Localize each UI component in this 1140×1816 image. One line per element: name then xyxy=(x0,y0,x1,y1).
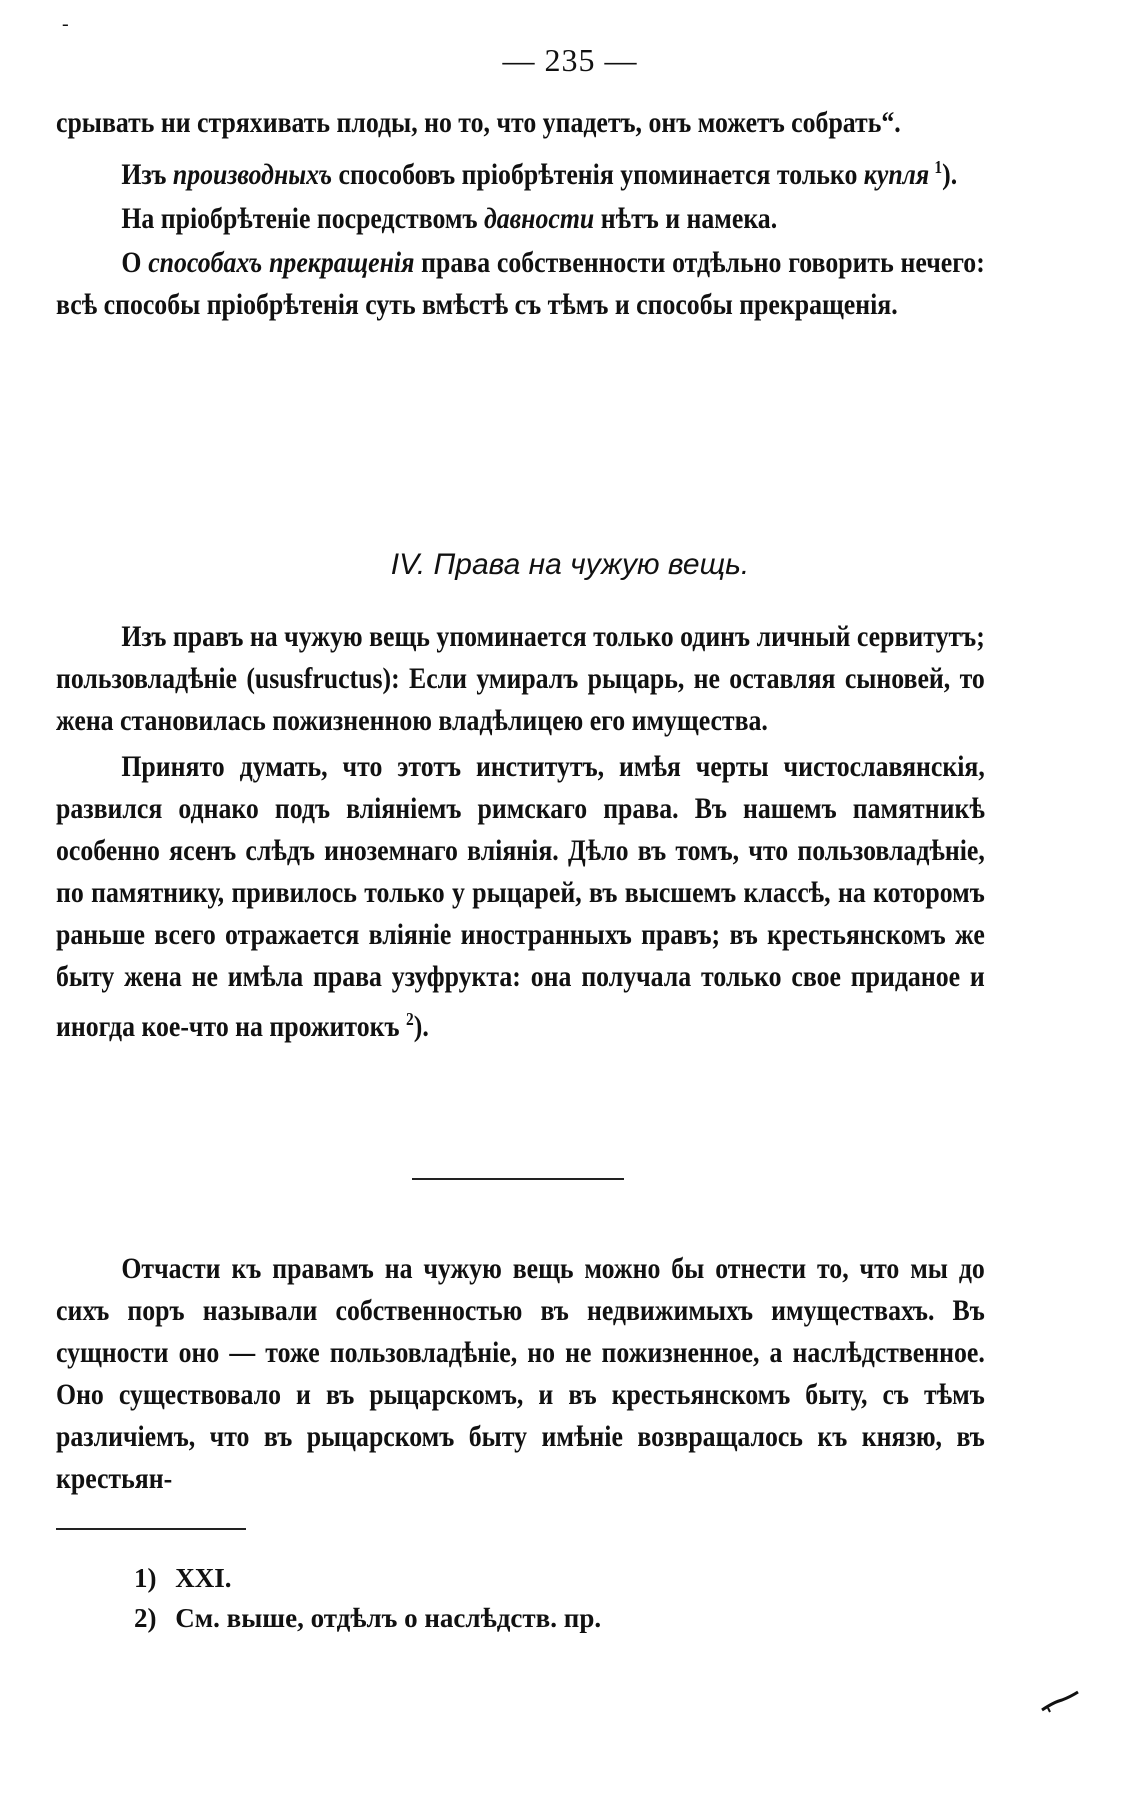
paragraph-6-text: Принято думать, что этотъ институтъ, имѣя черты чистославянскія, развился однако подъ вліяніемъ римскаго права. Въ нашемъ памятникѣ особенно ясенъ слѣдъ иноземнаго вліянія. Дѣло въ томъ, что пользовладѣніе, по памятнику, привилось только у рыцарей, въ высшемъ классѣ, на которомъ раньше всего отражается вліяніе иностранныхъ правъ; въ крестьянскомъ же быту жена не имѣла права узуфрукта: она получала только свое приданое и иногда кое-что на прожитокъ xyxy=(56,750,985,1043)
footnote-1-marker: 1) xyxy=(134,1563,157,1593)
paragraph-7: Отчасти къ правамъ на чужую вещь можно бы отнести то, что мы до сихъ поръ называли собственностью въ недвижимыхъ имуществахъ. Въ сущности оно — тоже пользовладѣніе, но не пожизненное, а наслѣдственное. Оно существовало и въ рыцарскомъ, и въ крестьянскомъ быту, съ тѣмъ различіемъ, что въ рыцарскомъ быту имѣніе возвращалось къ князю, въ крестьян- xyxy=(56,1252,985,1495)
ink-mark xyxy=(1040,1690,1080,1714)
paragraph-6-post: ). xyxy=(413,1010,429,1043)
footnote-1-text: XXI. xyxy=(175,1563,232,1593)
text-block-2 xyxy=(56,616,985,1048)
paragraph-4 xyxy=(56,242,985,326)
paragraph-1: срывать ни стряхивать плоды, но то, что упадетъ, онъ можетъ собрать“. xyxy=(56,106,901,139)
text-block-1 xyxy=(56,102,985,326)
footnote-2 xyxy=(134,1598,601,1638)
paragraph-2 xyxy=(56,146,985,196)
top-margin-mark: - xyxy=(62,13,69,35)
paragraph-2-mid: способовъ пріобрѣтенія упоминается только xyxy=(332,158,864,191)
section-divider xyxy=(412,1178,624,1180)
page-number: — 235 — xyxy=(502,42,638,78)
paragraph-6 xyxy=(56,746,985,1048)
paragraph-2-pre: Изъ xyxy=(121,158,173,191)
term-kuplya: купля xyxy=(863,158,930,191)
text-block-3 xyxy=(56,1248,985,1500)
section-heading: IV. Права на чужую вещь. xyxy=(390,548,750,581)
paragraph-3-post: нѣтъ и намека. xyxy=(594,202,778,235)
term-davnosti: давности xyxy=(483,202,595,235)
footnote-ref-1: 1 xyxy=(934,157,943,177)
paragraph-3-pre: На пріобрѣтеніе посредствомъ xyxy=(121,202,484,235)
footnote-2-marker: 2) xyxy=(134,1603,157,1633)
paragraph-2-post: ). xyxy=(942,158,958,191)
term-proizvodnykh: производныхъ xyxy=(172,158,333,191)
paragraph-5: Изъ правъ на чужую вещь упоминается только одинъ личный сервитутъ; пользовладѣніе (ususfructus): Если умиралъ рыцарь, не оставляя сыновей, то жена становилась пожизненною владѣлицею его имущества. xyxy=(56,620,985,737)
footnotes xyxy=(134,1558,601,1638)
footnote-1 xyxy=(134,1558,601,1598)
paragraph-4-post: права собственности отдѣльно говорить нечего: всѣ способы пріобрѣтенія суть вмѣстѣ съ тѣмъ и способы прекращенія. xyxy=(56,246,985,321)
footnote-ref-2: 2 xyxy=(406,1009,414,1029)
paragraph-3 xyxy=(56,198,985,240)
paragraph-4-pre: О xyxy=(121,246,149,279)
footnote-2-text: См. выше, отдѣлъ о наслѣдств. пр. xyxy=(175,1603,602,1633)
term-sposobakh-prekrashcheniya: способахъ прекращенія xyxy=(148,246,415,279)
footnote-rule xyxy=(56,1528,246,1530)
